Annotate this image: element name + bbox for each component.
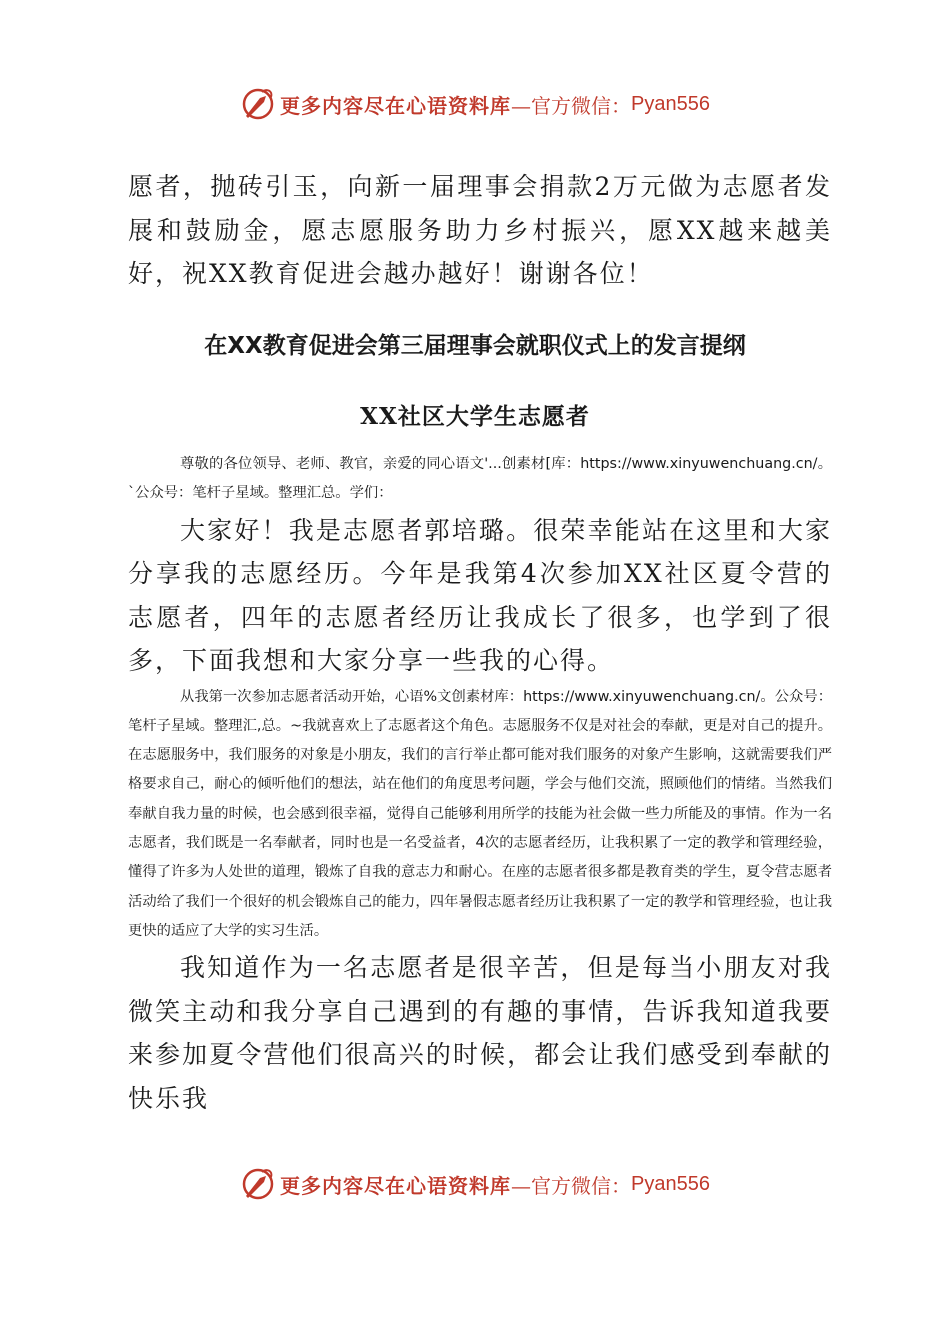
intro-paragraph: 大家好！我是志愿者郭培璐。很荣幸能站在这里和大家分享我的志愿经历。今年是我第4次参加XX社区夏令营的志愿者，四年的志愿者经历让我成长了很多，也学到了很多，下面我想和大家分享一些我的心得。 [128,515,832,676]
banner-slogan: 更多内容尽在心语资料库 [280,1173,512,1198]
banner-separator: —官方微信： [511,1173,632,1198]
document-title: 在XX教育促进会第三届理事会就职仪式上的发言提纲 [204,333,746,359]
continuation-paragraph: 愿者，抛砖引玉，向新一届理事会捐款2万元做为志愿者发展和鼓励金，愿志愿服务助力乡村振兴，愿XX越来越美好，祝XX教育促进会越办越好！谢谢各位！ [128,172,832,288]
pen-nib-logo-icon [240,86,276,122]
footer-banner [0,1164,950,1204]
banner-wechat-id: Pyan556 [631,92,710,115]
banner-separator: —官方微信： [511,93,632,118]
document-author: XX社区大学生志愿者 [360,403,590,430]
header-banner [0,84,950,124]
greeting-paragraph: 尊敬的各位领导、老师、教官，亲爱的同心语文'...创素材[库：https://www.xinyuwenchuang.cn/。`公众号：笔杆子星域。整理汇总。学们： [128,456,832,502]
closing-paragraph: 我知道作为一名志愿者是很辛苦，但是每当小朋友对我微笑主动和我分享自己遇到的有趣的事情，告诉我知道我要来参加夏令营他们很高兴的时候，都会让我们感受到奉献的快乐我 [128,953,832,1113]
continuation-block [128,165,832,296]
banner-slogan: 更多内容尽在心语资料库 [280,93,512,118]
speech-body [128,450,832,1120]
body-paragraph: 从我第一次参加志愿者活动开始，心语%文创素材库：https://www.xinyuwenchuang.cn/。公众号：笔杆子星域。整理汇,总。~我就喜欢上了志愿者这个角色。志愿服务不仅是对社会的奉献，更是对自己的提升。在志愿服务中，我们服务的对象是小朋友，我们的言行举止都可能对我们服务的对象产生影响，这就需要我们严格要求自己，耐心的倾听他们的想法，站在他们的角度思考问题，学会与他们交流，照顾他们的情绪。当然我们奉献自我力量的时候，也会感到很幸福，觉得自己能够利用所学的技能为社会做一些力所能及的事情。作为一名志愿者，我们既是一名奉献者，同时也是一名受益者，4次的志愿者经历，让我积累了一定的教学和管理经验，懂得了许多为人处世的道理，锻炼了自我的意志力和耐心。在座的志愿者很多都是教育类的学生，夏令营志愿者活动给了我们一个很好的机会锻炼自己的能力，四年暑假志愿者经历让我积累了一定的教学和管理经验，也让我更快的适应了大学的实习生活。 [128,688,832,939]
banner-wechat-id: Pyan556 [631,1172,710,1195]
pen-nib-logo-icon [240,1166,276,1202]
